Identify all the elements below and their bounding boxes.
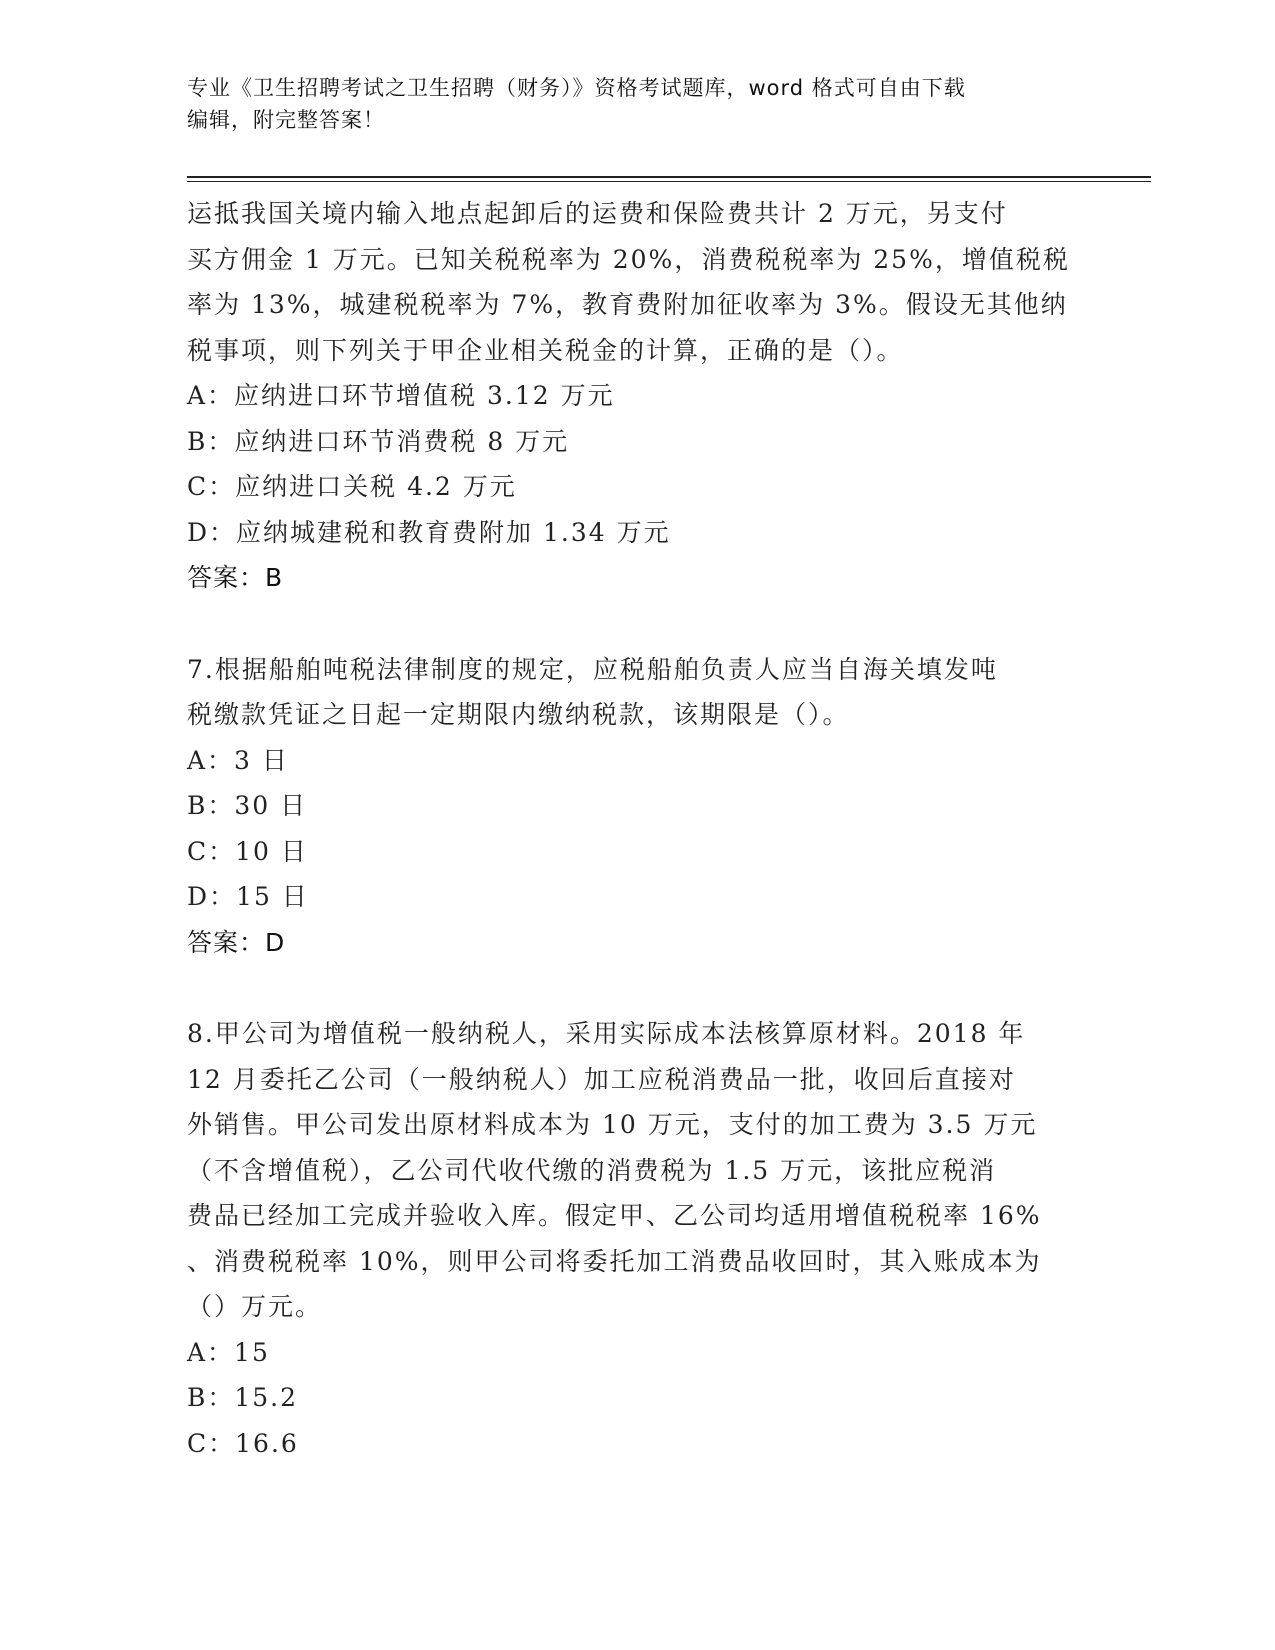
question-8-line: （不含增值税），乙公司代收代缴的消费税为 1.5 万元，该批应税消 (187, 1155, 997, 1185)
question-7-answer: 答案：D (187, 927, 286, 957)
question-6-line: 买方佣金 1 万元。已知关税税率为 20%，消费税税率为 25%，增值税税 (187, 244, 1070, 274)
question-8-line: 、消费税税率 10%，则甲公司将委托加工消费品收回时，其入账成本为 (187, 1246, 1042, 1276)
spacer (187, 965, 1087, 1011)
question-6-stem (187, 191, 1087, 373)
document-header (187, 72, 1067, 136)
question-8-line: （）万元。 (187, 1292, 323, 1321)
question-8 (187, 1011, 1087, 1466)
header-divider-thick (187, 176, 1151, 178)
header-divider-thin (187, 181, 1151, 182)
question-8-option-a: A：15 (187, 1337, 270, 1367)
question-8-line: 12 月委托乙公司（一般纳税人）加工应税消费品一批，收回后直接对 (187, 1064, 1016, 1094)
question-6-line: 运抵我国关境内输入地点起卸后的运费和保险费共计 2 万元，另支付 (187, 199, 1008, 228)
question-7-stem (187, 647, 1087, 738)
header-line-2: 编辑，附完整答案！ (187, 108, 385, 132)
question-7-option-b: B：30 日 (187, 791, 308, 820)
question-7-option-a: A：3 日 (187, 745, 289, 775)
question-8-line: 8.甲公司为增值税一般纳税人，采用实际成本法核算原材料。2018 年 (187, 1019, 1026, 1048)
question-7-option-d: D：15 日 (187, 882, 309, 911)
question-6-answer: 答案：B (187, 563, 284, 592)
question-6-option-c: C：应纳进口关税 4.2 万元 (187, 472, 517, 501)
question-7-line: 7.根据船舶吨税法律制度的规定，应税船舶负责人应当自海关填发吨 (187, 654, 998, 684)
question-6-option-d: D：应纳城建税和教育费附加 1.34 万元 (187, 517, 671, 547)
question-7-line: 税缴款凭证之日起一定期限内缴纳税款，该期限是（）。 (187, 700, 850, 729)
question-8-option-c: C：16.6 (187, 1428, 299, 1458)
question-6-option-b: B：应纳进口环节消费税 8 万元 (187, 426, 570, 456)
spacer (187, 601, 1087, 647)
question-7 (187, 647, 1087, 966)
question-7-option-c: C：10 日 (187, 836, 308, 866)
header-line-1: 专业《卫生招聘考试之卫生招聘（财务）》资格考试题库，word 格式可自由下载 (187, 76, 966, 100)
question-6-line: 率为 13%，城建税税率为 7%，教育费附加征收率为 3%。假设无其他纳 (187, 290, 1068, 319)
question-8-option-b: B：15.2 (187, 1383, 299, 1412)
question-6-option-a: A：应纳进口环节增值税 3.12 万元 (187, 381, 615, 410)
question-6 (187, 191, 1087, 601)
question-8-line: 费品已经加工完成并验收入库。假定甲、乙公司均适用增值税税率 16% (187, 1201, 1042, 1230)
question-8-stem (187, 1011, 1087, 1330)
question-8-line: 外销售。甲公司发出原材料成本为 10 万元，支付的加工费为 3.5 万元 (187, 1110, 1038, 1139)
question-6-line: 税事项，则下列关于甲企业相关税金的计算，正确的是（）。 (187, 335, 904, 365)
question-list (187, 191, 1087, 1466)
